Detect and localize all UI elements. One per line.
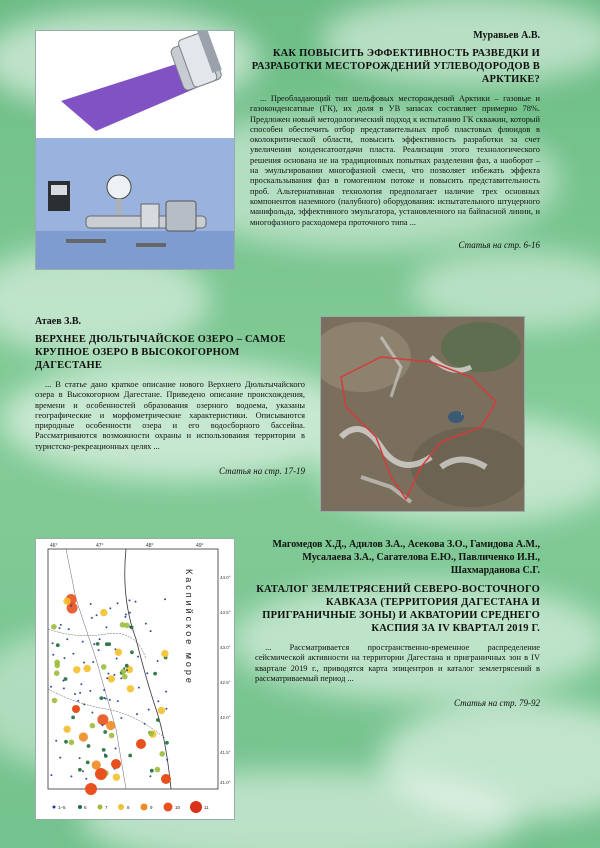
epicenter-point xyxy=(96,614,98,616)
epicenter-point xyxy=(150,769,154,773)
epicenter-point xyxy=(124,616,126,618)
epicenter-point xyxy=(83,662,85,664)
lat-label: 42.5° xyxy=(220,680,231,685)
epicenter-point xyxy=(148,731,154,737)
epicenter-point xyxy=(54,670,60,676)
epicenter-point xyxy=(106,677,108,679)
epicenter-point xyxy=(129,612,131,614)
epicenter-point xyxy=(93,643,95,645)
epicenter-point xyxy=(52,654,54,656)
epicenter-point xyxy=(158,707,165,714)
epicenter-point xyxy=(70,775,72,777)
epicenter-point xyxy=(126,669,128,671)
article-3-authors: Магомедов Х.Д., Адилов З.А., Асекова З.О., Гамидова А.М., Мусалаева З.А., Сагателова Е.Ю., Павличенко И.Н., Шахмарданова С.Г. xyxy=(272,539,540,576)
epicenter-point xyxy=(106,626,108,628)
epicenter-point xyxy=(117,602,119,604)
epicenter-point xyxy=(156,718,160,722)
article-3-title: КАТАЛОГ ЗЕМЛЕТРЯСЕНИЙ СЕВЕРО-ВОСТОЧНОГО КАВКАЗА (ТЕРРИТОРИЯ ДАГЕСТАНА И ПРИГРАНИЧНЫЕ ЗОНЫ) И АКВАТОРИИ СРЕДНЕГО КАСПИЯ ЗА IV КВАРТАЛ 2019 Г. xyxy=(256,584,540,634)
epicenter-point xyxy=(155,767,161,773)
epicenter-point xyxy=(136,713,138,715)
epicenter-point xyxy=(52,698,58,704)
lat-label: 42.0° xyxy=(220,715,231,720)
epicenter-point xyxy=(129,599,131,601)
epicenter-point xyxy=(89,690,91,692)
legend-label: 11 xyxy=(204,805,209,810)
epicenter-point xyxy=(164,598,166,600)
epicenter-point xyxy=(113,674,115,676)
epicenter-point xyxy=(166,759,168,761)
article-2 xyxy=(35,316,305,476)
epicenter-point xyxy=(103,730,107,734)
epicenter-point xyxy=(73,666,80,673)
epicenter-point xyxy=(87,744,91,748)
sea-label: Каспийское море xyxy=(184,569,194,686)
epicenter-point xyxy=(148,709,150,711)
epicenter-point xyxy=(66,638,68,640)
epicenter-point xyxy=(82,770,84,772)
equipment-photo xyxy=(35,30,235,270)
epicenter-point xyxy=(125,614,127,616)
epicenter-point xyxy=(165,691,167,693)
epicenter-point xyxy=(113,774,120,781)
article-1-title: КАК ПОВЫСИТЬ ЭФФЕКТИВНОСТЬ РАЗВЕДКИ И РАЗРАБОТКИ МЕСТОРОЖДЕНИЙ УГЛЕВОДОРОДОВ В АРКТИКЕ? xyxy=(251,48,540,85)
article-2-abstract: ... В статье дано краткое описание нового Верхнего Дюльтычайского озера в Высокогорном Дагестане. Приведено описание происхождения, времени и особенностей образования озерного водоема, указаны географические и морфометрические характеристики. Описываются природные особенности озера и его водосборного бассейна. Рассматриваются возможности охраны и использования территории в туристско-рекреационных целях ... xyxy=(35,380,305,451)
epicenter-point xyxy=(99,638,101,640)
epicenter-point xyxy=(145,623,147,625)
epicenter-point xyxy=(50,774,52,776)
epicenter-point xyxy=(99,696,103,700)
epicenter-point xyxy=(79,692,81,694)
epicenter-point xyxy=(59,627,61,629)
epicenter-point xyxy=(109,733,115,739)
epicenter-point xyxy=(128,754,132,758)
article-3-abstract: ... Рассматривается пространственно-временное распределение сейсмической активности на территории Дагестана и приграничных зон в IV квартале 2019 г., приводятся карта эпицентров и каталог землетрясений в рассматриваемый период ... xyxy=(255,643,540,683)
epicenter-point xyxy=(135,601,137,603)
epicenter-point xyxy=(64,740,68,744)
epicenter-point xyxy=(104,754,106,756)
epicenter-point xyxy=(82,641,84,643)
epicenter-point xyxy=(102,724,104,726)
epicenter-point xyxy=(108,675,115,682)
epicenter-point xyxy=(63,726,70,733)
epicenter-point-large xyxy=(72,705,80,713)
epicenter-point xyxy=(64,657,66,659)
epicenter-point xyxy=(63,598,70,605)
epicenter-point xyxy=(116,658,118,660)
epicenter-point xyxy=(115,649,122,656)
epicenter-point xyxy=(51,624,57,630)
epicenter-point xyxy=(100,609,107,616)
article-3 xyxy=(255,538,540,708)
epicenter-point-large xyxy=(161,774,171,784)
epicenter-point xyxy=(96,642,100,646)
epicenter-point xyxy=(97,714,108,725)
article-1-abstract: ... Преобладающий тип шельфовых месторождений Арктики – газовые и газоконденсатные (ГК), их доля в УВ запасах составляет примерно 78%. Предложен новый методологический подход к испытанию ГК скважин, который способен обеспечить отбор представительных проб пластовых флюидов в околокритической области, повысить эффективность разработки за счет увеличения конденсатоотдачи пласта. Реализация этого технологического решения основана не на традиционных попытках разделения фаз, а наоборот – на эмульгировании многофазной смеси, что позволяет избежать эффекта проскальзывания фаз в гомогенном потоке и повысить представительность проб. Альтернативная технология предполагает наличие трех основных компонентов наземного (палубного) оборудования: испытательного штуцерного манифольда, эффективного эмульгатора, установленного на байпасной линии, и многофазного расходомера проточного типа ... xyxy=(250,94,540,227)
legend-label: 6 xyxy=(84,805,87,810)
epicenter-point xyxy=(102,748,106,752)
epicenter-point xyxy=(68,628,70,630)
epicenter-point xyxy=(50,686,52,688)
lat-label: 41.0° xyxy=(220,780,231,785)
epicenter-point-large xyxy=(95,768,107,780)
epicenter-point xyxy=(122,674,128,680)
epicenter-point xyxy=(165,708,167,710)
epicenter-point xyxy=(157,700,159,702)
epicenter-point xyxy=(52,642,54,644)
epicenter-point xyxy=(69,740,75,746)
article-3-page-ref: Статья на стр. 79-92 xyxy=(454,698,540,709)
epicenter-point xyxy=(124,623,130,629)
epicenter-point xyxy=(103,697,105,699)
epicenter-point xyxy=(146,672,148,674)
epicenter-point xyxy=(107,673,109,675)
svg-text:•: • xyxy=(461,411,463,416)
epicenter-point xyxy=(121,669,127,675)
satellite-illustration xyxy=(321,317,524,511)
epicenter-point xyxy=(59,757,61,759)
epicenter-point-large xyxy=(85,783,97,795)
article-2-author: Атаев З.В. xyxy=(35,316,82,327)
epicenter-point xyxy=(70,605,72,607)
lat-label: 43.0° xyxy=(220,645,231,650)
epicenter-point xyxy=(56,643,60,647)
epicenter-point xyxy=(130,650,134,654)
epicenter-point xyxy=(105,642,109,646)
epicenter-point xyxy=(91,712,93,714)
article-1-author: Муравьев А.В. xyxy=(473,30,540,41)
epicenter-point xyxy=(90,603,92,605)
epicenter-point xyxy=(79,757,81,759)
seismic-epicenter-map xyxy=(35,538,235,820)
epicenter-point xyxy=(83,703,85,705)
article-2-title: ВЕРХНЕЕ ДЮЛЬТЫЧАЙСКОЕ ОЗЕРО – САМОЕ КРУПНОЕ ОЗЕРО В ВЫСОКОГОРНОМ ДАГЕСТАНЕ xyxy=(35,334,286,371)
epicenter-point xyxy=(60,624,62,626)
lon-label: 46° xyxy=(50,543,58,549)
lon-label: 49° xyxy=(196,543,204,549)
epicenter-point xyxy=(123,667,125,669)
epicenter-point xyxy=(120,677,122,679)
lat-label: 44.0° xyxy=(220,575,231,580)
epicenter-point xyxy=(153,672,157,676)
epicenter-point xyxy=(157,660,159,662)
epicenter-point xyxy=(63,687,65,689)
epicenter-point xyxy=(117,700,119,702)
article-2-page-ref: Статья на стр. 17-19 xyxy=(219,466,305,477)
epicenter-point xyxy=(80,683,82,685)
epicenter-point xyxy=(79,732,88,741)
epicenter-point xyxy=(127,685,134,692)
epicenter-point xyxy=(137,656,139,658)
legend-label: 7 xyxy=(105,805,108,810)
epicenter-point xyxy=(125,664,129,668)
epicenter-point xyxy=(91,617,93,619)
epicenter-point xyxy=(159,751,165,757)
lat-label: 41.5° xyxy=(220,750,231,755)
epicenter-point xyxy=(149,775,151,777)
legend-label: 8 xyxy=(127,805,130,810)
epicenter-point xyxy=(109,607,111,609)
epicenter-point xyxy=(84,665,91,672)
legend-label: 9 xyxy=(150,805,153,810)
legend-label: 10 xyxy=(175,805,181,810)
epicenter-point xyxy=(120,717,122,719)
equipment-illustration xyxy=(36,31,234,269)
article-1-page-ref: Статья на стр. 6-16 xyxy=(458,239,540,250)
epicenter-point-large xyxy=(111,759,121,769)
epicenter-point xyxy=(77,700,79,702)
lon-label: 48° xyxy=(146,543,154,549)
epicenter-point xyxy=(109,699,111,701)
epicenter-point xyxy=(54,660,60,666)
epicenter-point xyxy=(115,748,117,750)
epicenter-point xyxy=(55,740,57,742)
epicenter-point xyxy=(78,768,82,772)
lat-label: 43.5° xyxy=(220,610,231,615)
epicenter-point xyxy=(165,741,169,745)
article-1 xyxy=(250,30,540,250)
epicenter-point xyxy=(161,650,168,657)
epicenter-point xyxy=(62,680,64,682)
epicenter-point xyxy=(98,649,100,651)
epicenter-point xyxy=(144,723,146,725)
epicenter-point xyxy=(138,687,140,689)
lake-satellite-photo xyxy=(320,316,525,512)
epicenter-point-large xyxy=(136,739,146,749)
epicenter-point xyxy=(103,689,105,691)
lon-label: 47° xyxy=(96,543,104,549)
epicenter-point xyxy=(90,723,96,729)
epicenter-point xyxy=(86,761,90,765)
epicenter-point xyxy=(74,693,76,695)
legend-label: 1–5 xyxy=(58,805,66,810)
epicenter-point xyxy=(72,653,74,655)
epicenter-point xyxy=(150,630,152,632)
epicenter-point xyxy=(71,716,75,720)
seismic-map-svg xyxy=(36,539,234,819)
epicenter-point xyxy=(101,664,107,670)
epicenter-point xyxy=(85,778,87,780)
epicenter-point xyxy=(92,661,94,663)
